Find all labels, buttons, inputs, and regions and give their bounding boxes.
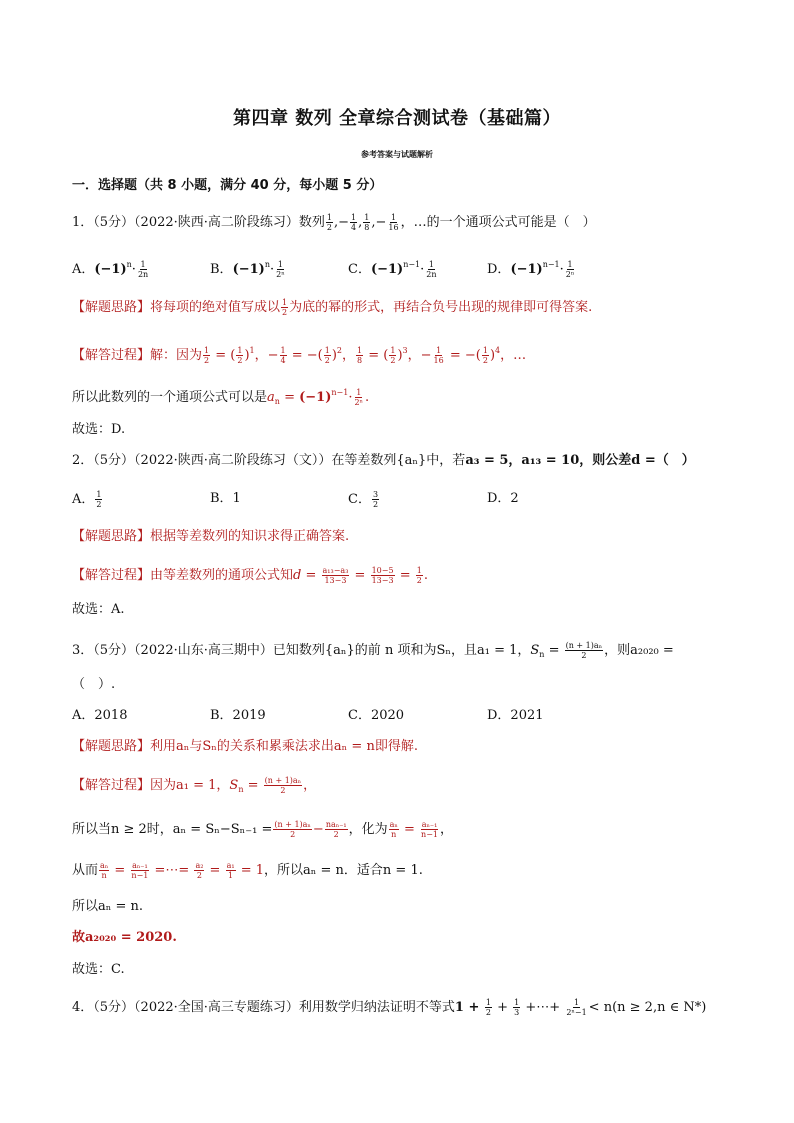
thought-tag: 【解题思路】 — [72, 300, 151, 315]
q4-stem: 4．（5分）（2022·全国·高三专题练习）利用数学归纳法证明不等式1 + $\frac{1}{2}$ + $\frac{1}{3}$ +⋯+ $\frac{1}{\text{2ⁿ−1}}$ < n(n ≥ 2,n ∈ N*) — [72, 998, 707, 1017]
q1-option-d[interactable]: D．$(-1)^{n-1}\cdot$ $\frac{1}{\text{2ⁿ}}$ — [487, 260, 575, 279]
q1-stem-prefix: 1．（5分）（2022·陕西·高二阶段练习）数列 — [72, 215, 325, 230]
q3-thought: 【解题思路】利用aₙ与Sₙ的关系和累乘法求出aₙ = n即得解. — [72, 739, 418, 754]
page-subtitle: 参考答案与试题解析 — [361, 150, 433, 159]
process-tag: 【解答过程】 — [72, 348, 151, 363]
q3-answer: 故选：C. — [72, 962, 125, 977]
q3-step4: 所以aₙ = n. — [72, 899, 144, 914]
q3-stem-cont: （ ）. — [72, 677, 116, 692]
q3-step2: 所以当n ≥ 2时，aₙ = Sₙ−Sₙ₋₁ = $\frac{\text{(n + 1)aₙ}}{2}$ − $\frac{\text{naₙ₋₁}}{2}$ ，化为 $\frac{\text{aₙ}}{n}$ = $\frac{\text{aₙ₋₁}}{n-1}$ ， — [72, 820, 454, 839]
q2-thought: 【解题思路】根据等差数列的知识求得正确答案. — [72, 529, 350, 544]
q3-step5: 故a₂₀₂₀ = 2020. — [72, 930, 177, 945]
q2-stem: 2．（5分）（2022·陕西·高二阶段练习（文））在等差数列{aₙ}中，若a₃ = 5，a₁₃ = 10，则公差d =（ ） — [72, 453, 695, 468]
q3-option-b[interactable]: B．2019 — [210, 708, 266, 723]
q2-option-c[interactable]: C． $\frac{3}{2}$ — [348, 490, 379, 509]
q3-option-d[interactable]: D．2021 — [487, 708, 544, 723]
q3-process: 【解答过程】因为a₁ = 1，$S_n$ = $\frac{\text{(n + 1)aₙ}}{2}$ ， — [72, 776, 317, 795]
q2-process: 【解答过程】由等差数列的通项公式知d = $\frac{\text{a₁₃−a₃}}{13-3}$ = $\frac{10-5}{13-3}$ = $\frac{1}{2}$ . — [72, 566, 428, 585]
q3-option-c[interactable]: C．2020 — [348, 708, 405, 723]
q1-stem-suffix: ，…的一个通项公式可能是（ ） — [400, 215, 596, 230]
q1-process: 【解答过程】解：因为 $\frac{1}{2}$ = ( $\frac{1}{2}$ )$^1$，− $\frac{1}{4}$ = −( $\frac{1}{2}$ )$^2$， $\frac{1}{8}$ = ( $\frac{1}{2}$ )$^3$，− $\frac{1}{16}$ = −( $\frac{1}{2}$ )$^4$，… — [72, 346, 527, 365]
q1-option-a[interactable]: A．$(-1)^n\cdot$ $\frac{1}{2n}$ — [72, 260, 149, 279]
q1-option-b[interactable]: B．$(-1)^n\cdot$ $\frac{1}{\text{2ⁿ}}$ — [210, 260, 285, 279]
q2-option-a[interactable]: A． $\frac{1}{2}$ — [72, 490, 102, 509]
q1-option-c[interactable]: C．$(-1)^{n-1}\cdot$ $\frac{1}{2n}$ — [348, 260, 437, 279]
q1-answer: 故选：D. — [72, 422, 126, 437]
q2-option-d[interactable]: D．2 — [487, 491, 519, 506]
q1-stem — [72, 213, 596, 232]
q1-conclusion: 所以此数列的一个通项公式可以是$a_n = (-1)^{n-1}\cdot$ $\frac{1}{\text{2ⁿ}}$ . — [72, 388, 370, 407]
section-heading: 一．选择题（共 8 小题，满分 40 分，每小题 5 分） — [72, 178, 383, 193]
q2-option-b[interactable]: B．1 — [210, 491, 241, 506]
page-title: 第四章 数列 全章综合测试卷（基础篇） — [232, 108, 562, 129]
q2-answer: 故选：A. — [72, 602, 125, 617]
q1-sequence: $\frac{1}{2}$ ,− $\frac{1}{4}$ , $\frac{1}{8}$ ,− $\frac{1}{16}$ — [326, 213, 399, 232]
q3-stem: 3．（5分）（2022·山东·高三期中）已知数列{aₙ}的前 n 项和为Sₙ，且a₁ = 1，$S_n$ = $\frac{\text{(n + 1)aₙ}}{2}$ ，则a₂₀₂₀ = — [72, 641, 674, 660]
q1-thought: 【解题思路】将每项的绝对值写成以 $\frac{1}{2}$ 为底的幂的形式，再结合负号出现的规律即可得答案. — [72, 298, 593, 317]
q3-step3: 从而 $\frac{\text{aₙ}}{n}$ = $\frac{\text{aₙ₋₁}}{n-1}$ =⋯= $\frac{\text{a₂}}{2}$ = $\frac{\text{a₁}}{1}$ = 1，所以aₙ = n．适合n = 1. — [72, 861, 423, 880]
q3-option-a[interactable]: A．2018 — [72, 708, 128, 723]
